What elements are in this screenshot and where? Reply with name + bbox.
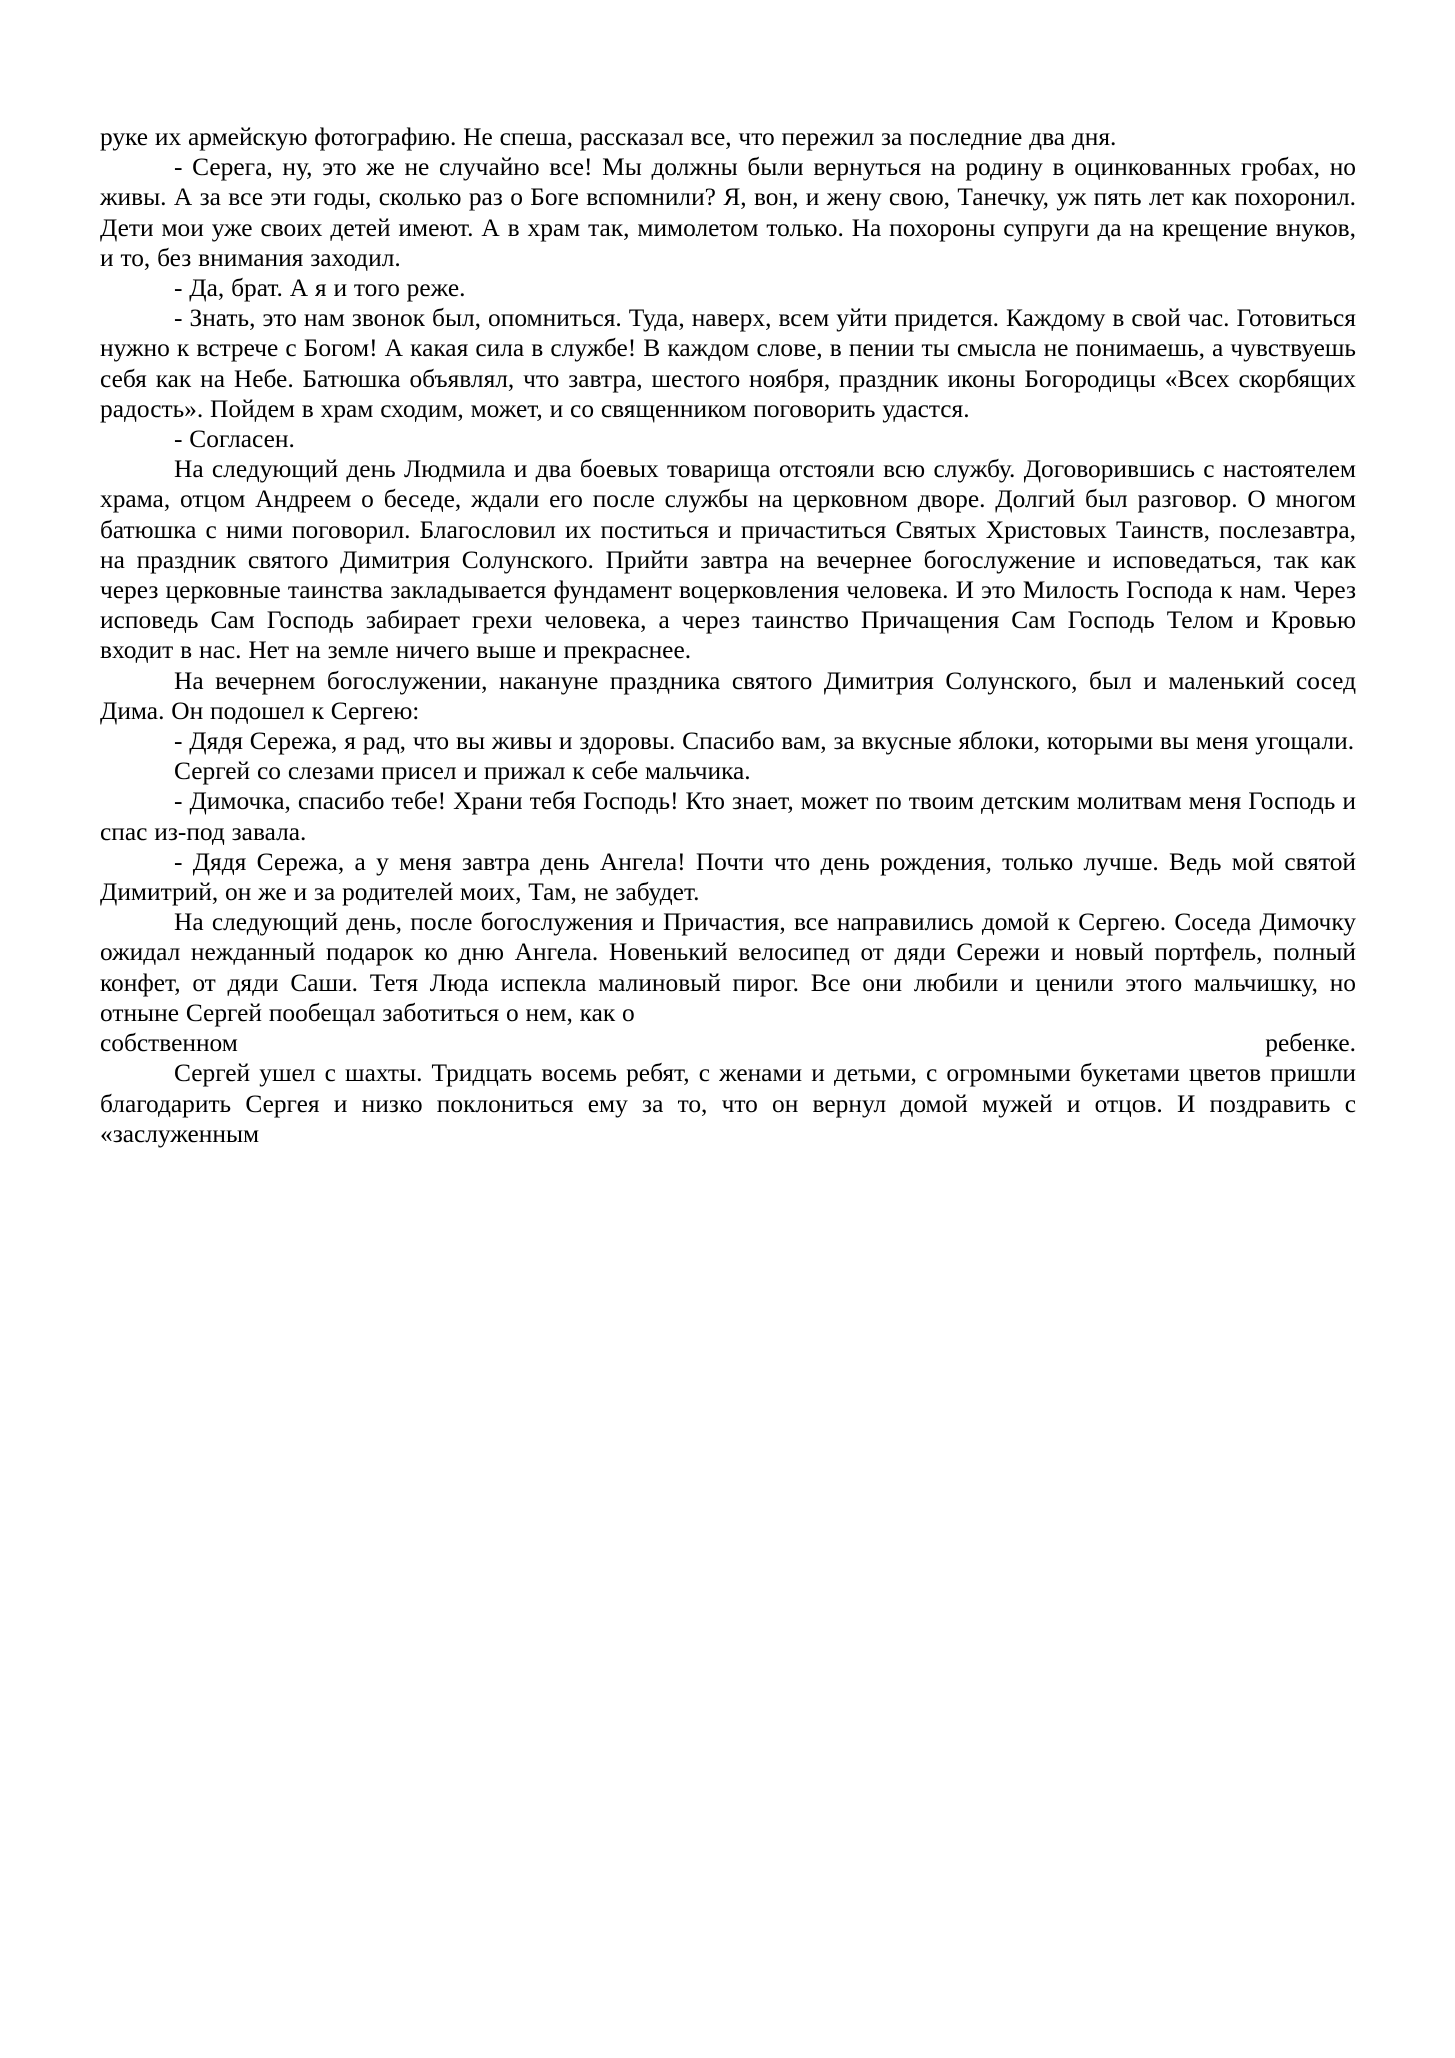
paragraph: Сергей ушел с шахты. Тридцать восемь ребят, с женами и детьми, с огромными букетами цветов пришли благодарить Сергея и низко поклониться ему за то, что он вернул домой мужей и отцов. И поздравить с «заслуженным: [100, 1059, 1356, 1148]
paragraph: - Знать, это нам звонок был, опомниться. Туда, наверх, всем уйти придется. Каждому в свой час. Готовиться нужно к встрече с Богом! А какая сила в службе! В каждом слове, в пении ты смысла не понимаешь, а чувствуешь себя как на Небе. Батюшка объявлял, что завтра, шестого ноября, праздник иконы Богородицы «Всех скорбящих радость». Пойдем в храм сходим, может, и со священником поговорить удастся.: [100, 304, 1356, 423]
paragraph: Сергей со слезами присел и прижал к себе мальчика.: [174, 757, 751, 786]
paragraph: - Дядя Сережа, а у меня завтра день Ангела! Почти что день рождения, только лучше. Ведь мой святой Димитрий, он же и за родителей моих, Там, не забудет.: [100, 847, 1356, 907]
paragraph: - Димочка, спасибо тебе! Храни тебя Господь! Кто знает, может по твоим детским молитвам меня Господь и спас из-под завала.: [100, 787, 1356, 846]
paragraph: На следующий день, после богослужения и Причастия, все направились домой к Сергею. Соседа Димочку ожидал нежданный подарок ко дню Ангела. Новенький велосипед от дяди Сережи и новый портфель, полный конфет, от дяди Саши. Тетя Люда испекла малиновый пирог. Все они любили и ценили этого мальчишку, но отныне Сергей пообещал заботиться о нем, как о: [100, 908, 1356, 1027]
paragraph: - Согласен.: [174, 425, 295, 454]
paragraph: - Дядя Сережа, я рад, что вы живы и здоровы. Спасибо вам, за вкусные яблоки, которыми вы меня угощали.: [174, 727, 1355, 756]
paragraph: руке их армейскую фотографию. Не спеша, рассказал все, что пережил за последние два дня.: [100, 123, 1117, 151]
text-column: [100, 122, 1356, 1149]
orphan-line-right-word: ребенке.: [1265, 1029, 1356, 1058]
paragraph: На вечернем богослужении, накануне праздника святого Димитрия Солунского, был и маленький сосед Дима. Он подошел к Сергею:: [100, 666, 1356, 725]
justified-orphan-line: [100, 1028, 1356, 1058]
orphan-line-left-word: собственном: [100, 1029, 238, 1058]
paragraph: - Да, брат. А я и того реже.: [174, 274, 466, 303]
paragraph: На следующий день Людмила и два боевых товарища отстояли всю службу. Договорившись с настоятелем храма, отцом Андреем о беседе, ждали его после службы на церковном дворе. Долгий был разговор. О многом батюшка с ними поговорил. Благословил их поститься и причаститься Святых Христовых Таинств, послезавтра, на праздник святого Димитрия Солунского. Прийти завтра на вечернее богослужение и исповедаться, так как через церковные таинства закладывается фундамент воцерковления человека. И это Милость Господа к нам. Через исповедь Сам Господь забирает грехи человека, а через таинство Причащения Сам Господь Телом и Кровью входит в нас. Нет на земле ничего выше и прекраснее.: [100, 455, 1356, 665]
paragraph: - Серега, ну, это же не случайно все! Мы должны были вернуться на родину в оцинкованных гробах, но живы. А за все эти годы, сколько раз о Боге вспомнили? Я, вон, и жену свою, Танечку, уж пять лет как похоронил. Дети мои уже своих детей имеют. А в храм так, мимолетом только. На похороны супруги да на крещение внуков, и то, без внимания заходил.: [100, 153, 1356, 272]
